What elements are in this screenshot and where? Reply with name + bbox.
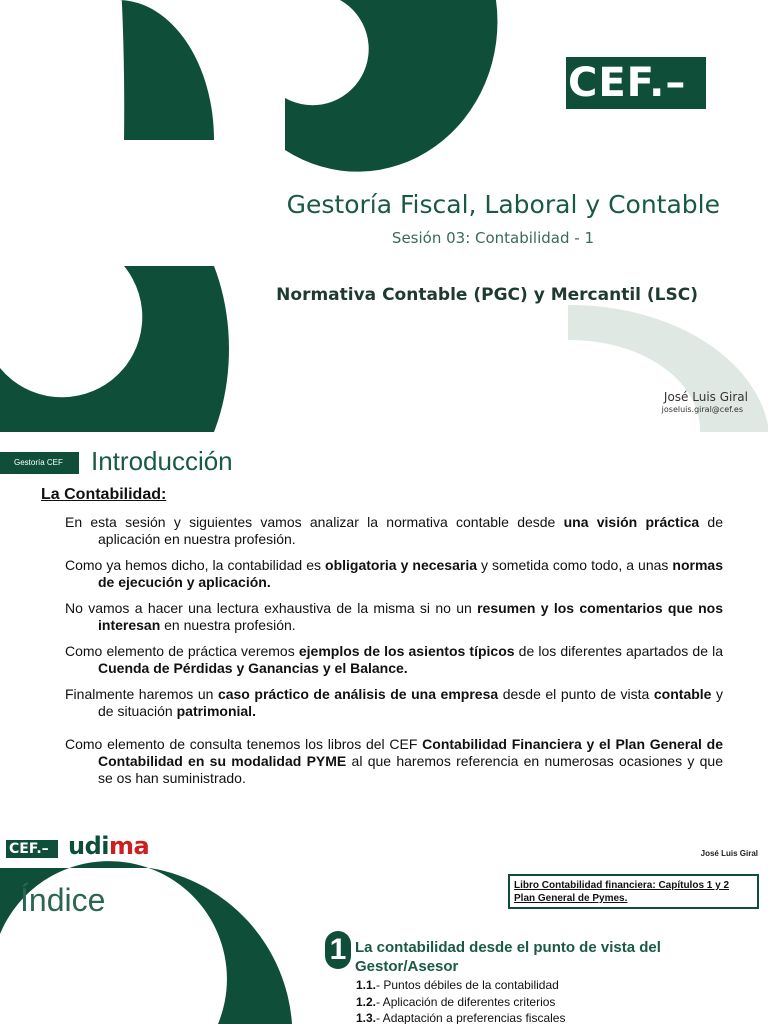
author-name: José Luis Giral [663, 390, 748, 404]
title-slide [0, 0, 768, 432]
session-subtitle: Sesión 03: Contabilidad - 1 [391, 229, 594, 247]
item-number-badge: 1 [325, 931, 351, 969]
paragraph: En esta sesión y siguientes vamos analizar la normativa contable desde una visión práctica de aplicación en nuestra profesión. [65, 514, 723, 547]
paragraph: Como elemento de práctica veremos ejemplos de los asientos típicos de los diferentes apartados de la Cuenda de Pérdidas y Ganancias y el Balance. [65, 643, 723, 676]
author-email: joseluis.giral@cef.es [661, 405, 743, 414]
reference-box [508, 874, 759, 909]
arc-top-center [285, 0, 497, 172]
udima-logo: udima [68, 832, 150, 860]
cef-logo: CEF.– [566, 57, 706, 109]
index-subitem: 1.2.- Aplicación de diferentes criterios [356, 995, 556, 1009]
slide-subtitle: La Contabilidad: [41, 486, 167, 503]
presentation-title: Gestoría Fiscal, Laboral y Contable [286, 190, 720, 219]
cef-logo: CEF.– [6, 840, 58, 858]
author-name: José Luis Giral [700, 849, 758, 858]
paragraph: Finalmente haremos un caso práctico de análisis de una empresa desde el punto de vista contable y de situación patrimonial. [65, 686, 724, 719]
paragraph-list [65, 514, 723, 796]
section-badge: Gestoría CEF [0, 452, 79, 474]
paragraph: Como ya hemos dicho, la contabilidad es obligatoria y necesaria y sometida como todo, a unas normas de ejecución y aplicación. [65, 557, 723, 590]
arc-bottom-left [0, 266, 229, 432]
slide-title: Introducción [91, 446, 233, 476]
arc-top-left [0, 0, 214, 140]
paragraph: No vamos a hacer una lectura exhaustiva de la misma si no un resumen y los comentarios que nos interesan en nuestra profesión. [65, 600, 723, 633]
index-item-title: La contabilidad desde el punto de vista del Gestor/Asesor [355, 939, 661, 975]
index-title: Índice [20, 882, 106, 918]
intro-slide [0, 432, 768, 816]
index-subitem: 1.3.- Adaptación a preferencias fiscales [356, 1011, 566, 1024]
index-slide [0, 816, 768, 1024]
reference-line: Plan General de Pymes. [514, 893, 628, 904]
slide-heading: Normativa Contable (PGC) y Mercantil (LSC) [276, 285, 698, 305]
reference-line: Libro Contabilidad financiera: Capítulos 1 y 2 [514, 880, 730, 891]
paragraph: Como elemento de consulta tenemos los libros del CEF Contabilidad Financiera y el Plan General de Contabilidad en su modalidad PYME al que haremos referencia en numerosas ocasiones y que se os han suministrado. [65, 736, 723, 786]
index-subitem: 1.1.- Puntos débiles de la contabilidad [356, 978, 559, 992]
